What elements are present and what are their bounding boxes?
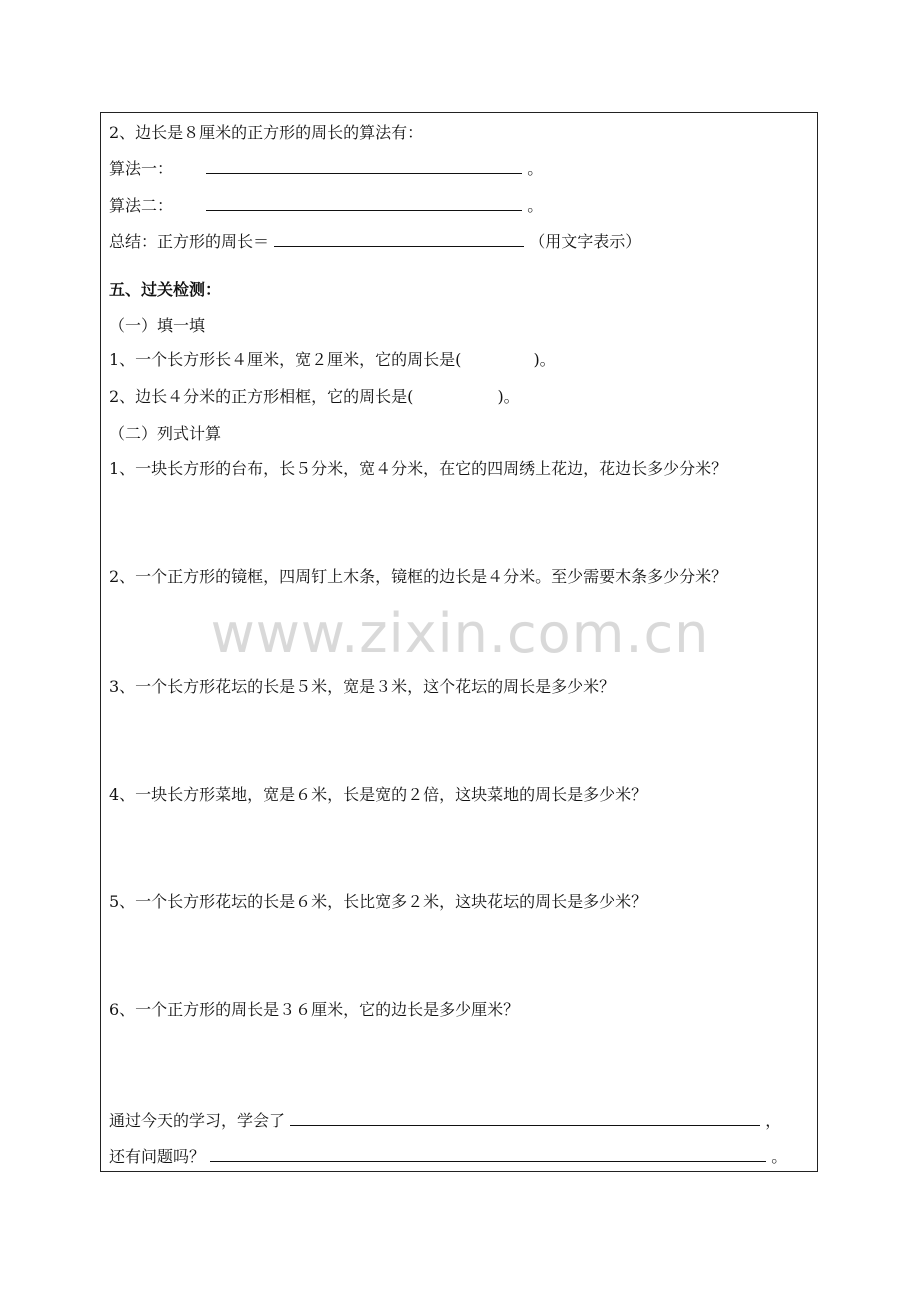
learned-blank[interactable]	[290, 1111, 760, 1126]
fill-question-1: 1、一个长方形长４厘米，宽２厘米，它的周长是( )。	[109, 350, 556, 369]
problem-5: 5、一个长方形花坛的长是６米，长比宽多２米，这块花坛的周长是多少米？	[109, 892, 648, 911]
question-prefix: 还有问题吗？	[109, 1147, 206, 1166]
problem-3: 3、一个长方形花坛的长是５米，宽是３米，这个花坛的周长是多少米？	[109, 677, 616, 696]
q2-text: 2、边长是８厘米的正方形的周长的算法有：	[109, 123, 424, 142]
problem-1: 1、一块长方形的台布，长５分米，宽４分米，在它的四周绣上花边，花边长多少分米？	[109, 459, 728, 478]
summary-blank[interactable]	[274, 232, 524, 247]
method-one-row	[109, 158, 543, 180]
learned-suffix: ，	[765, 1111, 782, 1130]
method-two-label: 算法二：	[109, 196, 174, 215]
method-one-blank[interactable]	[206, 159, 522, 174]
problem-4: 4、一块长方形菜地，宽是６米，长是宽的２倍，这块菜地的周长是多少米？	[109, 785, 648, 804]
method-one-period: 。	[527, 159, 544, 178]
problem-6: 6、一个正方形的周长是３６厘米，它的边长是多少厘米？	[109, 1000, 520, 1019]
question-row	[109, 1146, 787, 1168]
part-one-title: （一）填一填	[109, 316, 206, 335]
learned-prefix: 通过今天的学习，学会了	[109, 1111, 286, 1130]
method-two-row	[109, 195, 543, 217]
fill-question-2: 2、边长４分米的正方形相框，它的周长是( )。	[109, 387, 520, 406]
part-two-title: （二）列式计算	[109, 424, 222, 443]
method-two-period: 。	[527, 196, 544, 215]
watermark-text: www.zixin.com.cn	[210, 602, 710, 665]
question-blank[interactable]	[210, 1147, 766, 1162]
method-two-blank[interactable]	[206, 196, 522, 211]
problem-2: 2、一个正方形的镜框，四周钉上木条，镜框的边长是４分米。至少需要木条多少分米？	[109, 567, 728, 586]
worksheet-frame	[100, 112, 818, 1172]
question-suffix: 。	[771, 1147, 788, 1166]
method-one-label: 算法一：	[109, 159, 174, 178]
summary-suffix: （用文字表示）	[529, 232, 642, 251]
learned-row	[109, 1110, 781, 1132]
summary-prefix: 总结：正方形的周长＝	[109, 232, 270, 251]
section-five-heading: 五、过关检测：	[109, 280, 222, 299]
summary-row	[109, 231, 641, 253]
